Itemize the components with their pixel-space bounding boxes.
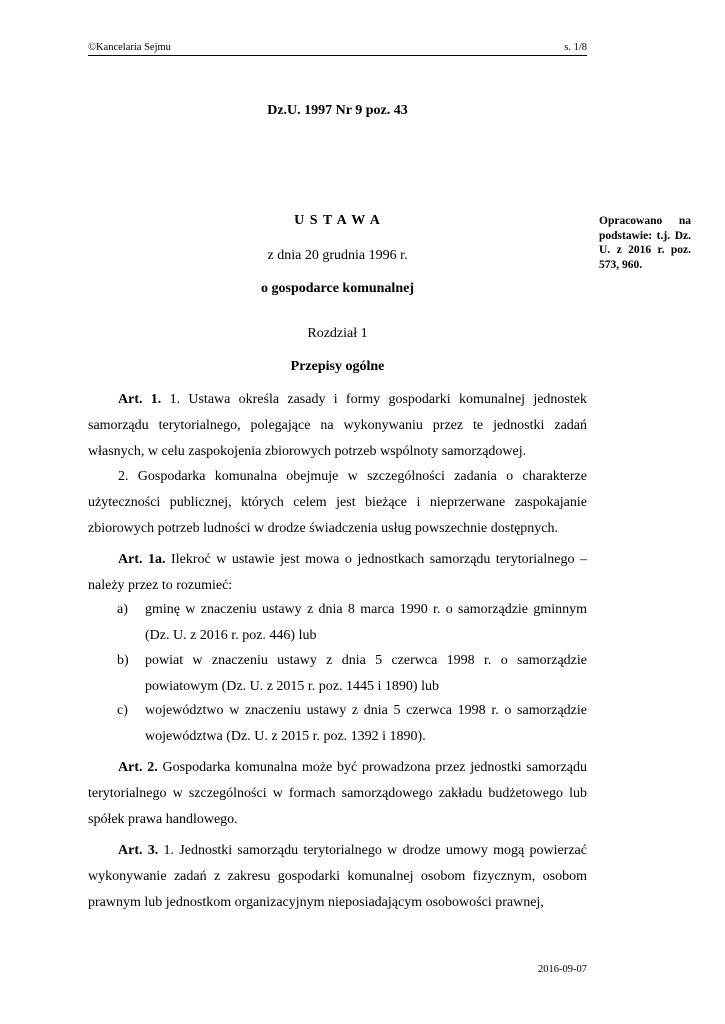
article-1a-label: Art. 1a. — [118, 552, 166, 567]
list-item-text: powiat w znaczeniu ustawy z dnia 5 czerwca 1998 r. o samorządzie powiatowym (Dz. U. z 2015 r. poz. 1445 i 1890) lub — [145, 653, 587, 694]
article-3-label: Art. 3. — [118, 843, 159, 858]
list-item-text: gminę w znaczeniu ustawy z dnia 8 marca 1990 r. o samorządzie gminnym (Dz. U. z 2016 r. poz. 446) lub — [145, 602, 587, 643]
article-1a-intro — [88, 547, 587, 599]
article-1a-item-c — [88, 698, 587, 750]
act-title: o gospodarce komunalnej — [261, 281, 414, 296]
article-1a-item-a — [88, 597, 587, 649]
journal-citation: Dz.U. 1997 Nr 9 poz. 43 — [267, 103, 408, 118]
article-1-label: Art. 1. — [118, 392, 162, 407]
side-note: Opracowano na podstawie: t.j. Dz. U. z 2016 r. poz. 573, 960. — [599, 215, 691, 271]
footer-date: 2016-09-07 — [538, 964, 587, 975]
list-marker: c) — [117, 703, 128, 718]
list-marker: b) — [117, 653, 129, 668]
act-type: U S T A W A — [294, 213, 381, 228]
article-2-text: Gospodarka komunalna może być prowadzona przez jednostki samorządu terytorialnego w szczególności w formach samorządowego zakładu budżetowego lub spółek prawa handlowego. — [88, 760, 588, 827]
article-2-label: Art. 2. — [118, 760, 158, 775]
article-1a-item-b — [88, 648, 587, 700]
header-page-number: s. 1/8 — [564, 42, 587, 53]
chapter-number: Rozdział 1 — [307, 326, 368, 341]
act-date: z dnia 20 grudnia 1996 r. — [267, 248, 408, 263]
article-1-paragraph-2: 2. Gospodarka komunalna obejmuje w szczególności zadania o charakterze użyteczności publicznej, których celem jest bieżące i nieprzerwane zaspokajanie zbiorowych potrzeb ludności w drodze świadczenia usług powszechnie dostępnych. — [88, 469, 587, 536]
article-1-paragraph-1 — [88, 387, 587, 465]
article-3 — [88, 838, 587, 916]
article-2 — [88, 755, 587, 833]
header-source: ©Kancelaria Sejmu — [88, 42, 171, 53]
chapter-title: Przepisy ogólne — [290, 359, 385, 374]
article-1a-intro-text: Ilekroć w ustawie jest mowa o jednostkach samorządu terytorialnego – należy przez to rozumieć: — [88, 552, 587, 593]
header-divider — [88, 55, 587, 56]
list-marker: a) — [117, 602, 128, 617]
list-item-text: województwo w znaczeniu ustawy z dnia 5 czerwca 1998 r. o samorządzie województwa (Dz. U. z 2015 r. poz. 1392 i 1890). — [145, 703, 587, 744]
article-3-text: 1. Jednostki samorządu terytorialnego w drodze umowy mogą powierzać wykonywanie zadań z zakresu gospodarki komunalnej osobom fizycznym, osobom prawnym lub jednostkom organizacyjnym nieposiadającym osobowości prawnej, — [88, 843, 587, 910]
article-1-paragraph-1-text: 1. Ustawa określa zasady i formy gospodarki komunalnej jednostek samorządu terytorialnego, polegające na wykonywaniu przez te jednostki zadań własnych, w celu zaspokojenia zbiorowych potrzeb wspólnoty samorządowej. — [88, 392, 587, 459]
